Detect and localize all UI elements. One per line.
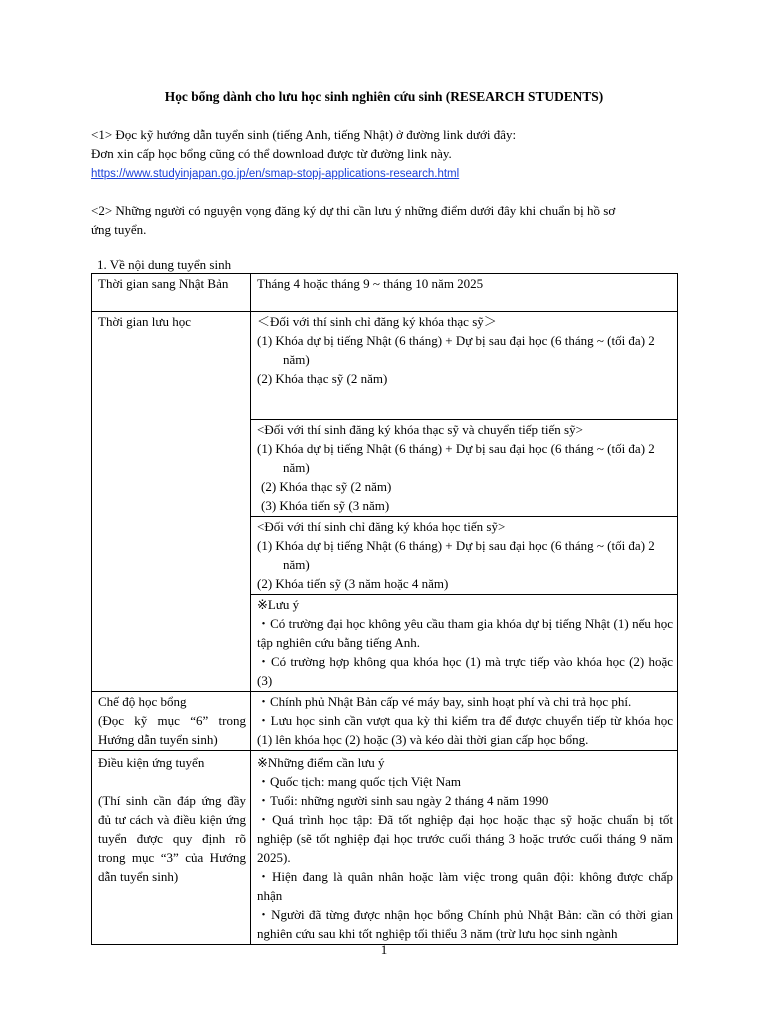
duration-master-doctor-block <box>251 420 678 517</box>
intro-line-1: <1> Đọc kỹ hướng dẫn tuyển sinh (tiếng Anh, tiếng Nhật) ở đường link dưới đây: <box>91 127 517 142</box>
list-item: (1) Khóa dự bị tiếng Nhật (6 tháng) + Dự bị sau đại học (6 tháng ~ (tối đa) 2 năm) <box>257 538 655 572</box>
list-item: (2) Khóa tiến sỹ (3 năm hoặc 4 năm) <box>257 576 449 591</box>
intro-line-2: Đơn xin cấp học bổng cũng có thể download được từ đường link này. <box>91 146 452 161</box>
intro-line-3b: ứng tuyển. <box>91 222 147 237</box>
label-line: Điều kiện ứng tuyển <box>98 755 205 770</box>
list-item: (2) Khóa thạc sỹ (2 năm) <box>261 479 392 494</box>
duration-note-block <box>251 595 678 692</box>
row-value-scholarship <box>251 692 678 751</box>
note-bullet: ・Có trường hợp không qua khóa học (1) mà trực tiếp vào khóa học (2) hoặc (3) <box>257 654 673 688</box>
eligibility-bullet: ・Quá trình học tập: Đã tốt nghiệp đại học hoặc thạc sỹ hoặc chuẩn bị tốt nghiệp (sẽ tốt nghiệp đại học trước cuối tháng 3 hoặc trước cuối tháng 9 năm 2025). <box>257 812 673 865</box>
eligibility-bullet: ・Hiện đang là quân nhân hoặc làm việc trong quân đội: không được chấp nhận <box>257 869 673 903</box>
page-number: 1 <box>380 942 388 957</box>
list-item: (1) Khóa dự bị tiếng Nhật (6 tháng) + Dự bị sau đại học (6 tháng ~ (tối đa) 2 năm) <box>257 441 655 475</box>
section-heading: 1. Về nội dung tuyển sinh <box>97 257 232 272</box>
table-row <box>92 274 678 312</box>
row-label-arrival: Thời gian sang Nhật Bản <box>92 274 251 312</box>
row-label-duration: Thời gian lưu học <box>92 312 251 692</box>
eligibility-bullet: ・Người đã từng được nhận học bổng Chính phủ Nhật Bản: cần có thời gian nghiên cứu sau khi tốt nghiệp tối thiểu 3 năm (trừ lưu học sinh ngành <box>257 907 673 941</box>
list-item: (1) Khóa dự bị tiếng Nhật (6 tháng) + Dự bị sau đại học (6 tháng ~ (tối đa) 2 năm) <box>257 333 655 367</box>
block-heading: ＜Đối với thí sinh chỉ đăng ký khóa thạc sỹ＞ <box>257 314 497 329</box>
scholarship-bullet: ・Chính phủ Nhật Bản cấp vé máy bay, sinh hoạt phí và chi trả học phí. <box>257 694 632 709</box>
table-row <box>92 751 678 945</box>
row-value-eligibility <box>251 751 678 945</box>
intro-note <box>91 201 691 239</box>
intro-line-3a: <2> Những người có nguyện vọng đăng ký dự thi cần lưu ý những điểm dưới đây khi chuẩn bị hồ sơ <box>91 203 616 218</box>
document-title: Học bổng dành cho lưu học sinh nghiên cứu sinh (RESEARCH STUDENTS) <box>164 89 604 104</box>
label-line: (Thí sinh cần đáp ứng đầy đủ tư cách và điều kiện ứng tuyển được quy định rõ trong mục “3” của Hướng dẫn tuyển sinh) <box>98 793 246 884</box>
row-label-scholarship <box>92 692 251 751</box>
label-line: Chế độ học bổng <box>98 694 187 709</box>
duration-doctor-block <box>251 517 678 595</box>
eligibility-heading: ※Những điểm cần lưu ý <box>257 755 385 770</box>
admission-table <box>91 273 678 945</box>
block-heading: <Đối với thí sinh đăng ký khóa thạc sỹ và chuyển tiếp tiến sỹ> <box>257 422 583 437</box>
note-bullet: ・Có trường đại học không yêu cầu tham gia khóa dự bị tiếng Nhật (1) nếu học tập nghiên cứu bằng tiếng Anh. <box>257 616 673 650</box>
eligibility-bullet: ・Quốc tịch: mang quốc tịch Việt Nam <box>257 774 462 789</box>
row-label-eligibility <box>92 751 251 945</box>
list-item: (2) Khóa thạc sỹ (2 năm) <box>257 371 388 386</box>
intro-block <box>91 125 691 184</box>
scholarship-bullet: ・Lưu học sinh cần vượt qua kỳ thi kiểm tra để được chuyển tiếp từ khóa học (1) lên khóa học (2) hoặc (3) và kéo dài thời gian cấp học bổng. <box>257 713 673 747</box>
block-heading: <Đối với thí sinh chỉ đăng ký khóa học tiến sỹ> <box>257 519 506 534</box>
eligibility-bullet: ・Tuổi: những người sinh sau ngày 2 tháng 4 năm 1990 <box>257 793 549 808</box>
row-value-arrival: Tháng 4 hoặc tháng 9 ~ tháng 10 năm 2025 <box>251 274 678 312</box>
table-row <box>92 692 678 751</box>
label-line: (Đọc kỹ mục “6” trong Hướng dẫn tuyển sinh) <box>98 713 246 747</box>
application-link[interactable]: https://www.studyinjapan.go.jp/en/smap-stopj-applications-research.html <box>91 168 460 180</box>
table-row <box>92 312 678 420</box>
duration-master-block <box>251 312 678 420</box>
list-item: (3) Khóa tiến sỹ (3 năm) <box>261 498 390 513</box>
note-heading: ※Lưu ý <box>257 597 300 612</box>
